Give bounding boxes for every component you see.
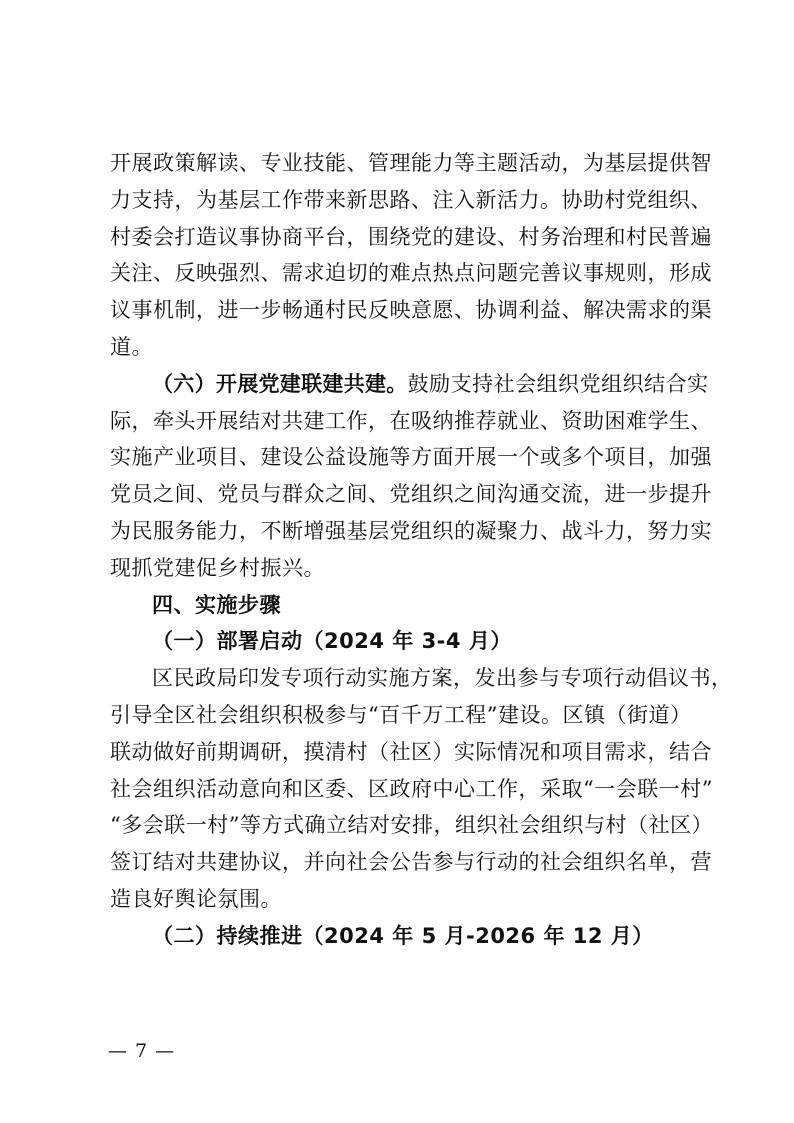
body-text-line: 议事机制，进一步畅通村民反映意愿、协调利益、解决需求的渠 — [110, 298, 712, 323]
body-text-line: 区民政局印发专项行动实施方案，发出参与专项行动倡议书， — [152, 666, 733, 691]
body-text-line: 道。 — [110, 334, 153, 359]
body-text-line: 村委会打造议事协商平台，围绕党的建设、村务治理和村民普遍 — [110, 224, 712, 249]
body-text-line: 关注、反映强烈、需求迫切的难点热点问题完善议事规则，形成 — [110, 261, 712, 286]
body-text-line: 联动做好前期调研，摸清村（社区）实际情况和项目需求，结合 — [110, 739, 712, 764]
section-six-first-line — [110, 366, 709, 403]
body-text-line: 党员之间、党员与群众之间、党组织之间沟通交流，进一步提升 — [110, 482, 712, 507]
body-text-line: 引导全区社会组织积极参与“百千万工程”建设。区镇（街道） — [110, 702, 692, 727]
body-text-line: “多会联一村”等方式确立结对安排，组织社会组织与村（社区） — [110, 813, 713, 838]
body-text-line: 为民服务能力，不断增强基层党组织的凝聚力、战斗力，努力实 — [110, 518, 712, 543]
body-text-line: 现抓党建促乡村振兴。 — [110, 555, 325, 580]
body-text-line: 造良好舆论氛围。 — [110, 886, 282, 911]
section-six-lead: （六）开展党建联建共建。 — [152, 371, 408, 396]
body-text-line: 力支持，为基层工作带来新思路、注入新活力。协助村党组织、 — [110, 187, 712, 212]
page-number: — 7 — — [108, 1040, 176, 1062]
body-text-line: 开展政策解读、专业技能、管理能力等主题活动，为基层提供智 — [110, 151, 712, 175]
step-two-title: （二）持续推进（2024 年 5 月-2026 年 12 月） — [152, 923, 654, 948]
step-one-title: （一）部署启动（2024 年 3-4 月） — [152, 629, 512, 654]
body-text-line: 实施产业项目、建设公益设施等方面开展一个或多个项目，加强 — [110, 445, 712, 470]
section-heading-four: 四、实施步骤 — [152, 592, 281, 617]
body-text-line: 际，牵头开展结对共建工作，在吸纳推荐就业、资助困难学生、 — [110, 408, 712, 433]
body-text-line: 签订结对共建协议，并向社会公告参与行动的社会组织名单，营 — [110, 850, 712, 875]
body-text-line: 社会组织活动意向和区委、区政府中心工作，采取“一会联一村” — [110, 776, 713, 801]
document-body — [110, 145, 733, 955]
section-six-first-line-text: 鼓励支持社会组织党组织结合实 — [407, 371, 709, 396]
